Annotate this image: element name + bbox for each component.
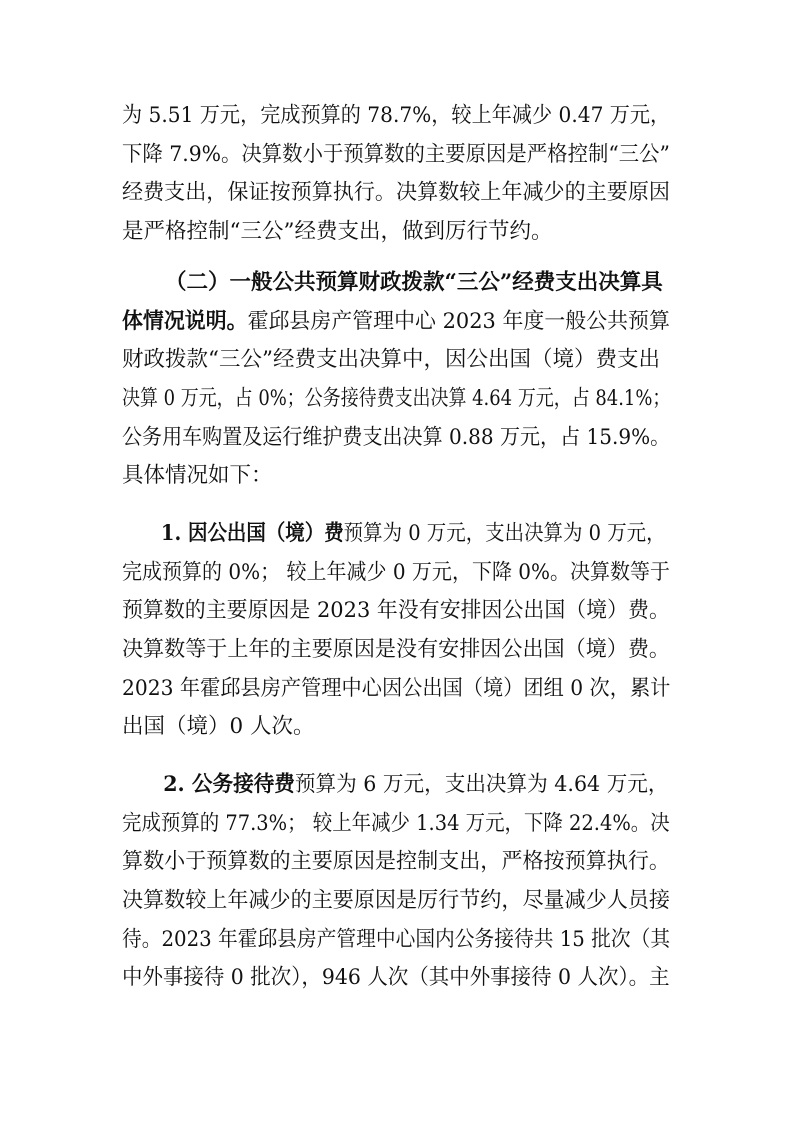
text-run: 经费支出，保证按预算执行。决算数较上年减少的主要原因	[122, 180, 671, 206]
text-line	[122, 457, 670, 496]
text-line	[122, 843, 671, 882]
text-run: 2023 年霍邱县房产管理中心因公出国（境）团组 0 次，累计	[122, 675, 671, 701]
text-run: 是严格控制“三公”经费支出，做到厉行节约。	[122, 219, 553, 245]
text-line	[122, 341, 670, 380]
text-line	[122, 882, 671, 921]
text-line	[122, 670, 671, 709]
text-run: 霍邱县房产管理中心 2023 年度一般公共预算	[247, 308, 670, 334]
text-line	[122, 213, 670, 252]
paragraph-3	[122, 515, 670, 747]
text-run: 决算数较上年减少的主要原因是厉行节约，尽量减少人员接	[122, 888, 671, 914]
text-line	[122, 97, 671, 136]
text-run: 决算 0 万元，占 0%；公务接待费支出决算 4.64 万元，占 84.1%；	[122, 386, 671, 412]
text-run: 预算为 6 万元，支出决算为 4.64 万元，	[294, 772, 669, 797]
paragraph-2	[122, 264, 670, 496]
section-heading-end: 体情况说明。	[122, 308, 248, 334]
paragraph-4	[122, 766, 670, 998]
text-line	[122, 554, 671, 593]
text-line	[122, 380, 671, 419]
item-heading: 1. 因公出国（境）费	[160, 521, 344, 546]
text-run: 完成预算的 77.3%； 较上年减少 1.34 万元，下降 22.4%。决	[122, 810, 670, 836]
text-run: 完成预算的 0%； 较上年减少 0 万元，下降 0%。决算数等于	[122, 559, 671, 585]
text-line	[122, 708, 670, 747]
text-run: 下降 7.9%。决算数小于预算数的主要原因是严格控制“三公”	[122, 141, 670, 167]
text-line	[122, 805, 670, 844]
text-run: 待。2023 年霍邱县房产管理中心国内公务接待共 15 批次（其	[122, 926, 671, 952]
text-run: 中外事接待 0 批次），946 人次（其中外事接待 0 人次）。主	[122, 965, 670, 991]
text-line	[122, 264, 670, 303]
text-run: 出国（境）0 人次。	[122, 714, 315, 740]
text-line	[122, 766, 669, 805]
text-line	[122, 959, 670, 998]
item-heading: 2. 公务接待费	[163, 772, 295, 797]
text-line	[122, 592, 670, 631]
text-run: 预算为 0 万元，支出决算为 0 万元，	[343, 521, 666, 546]
text-run: 具体情况如下：	[122, 463, 273, 489]
text-line	[122, 921, 671, 960]
paragraph-1	[122, 97, 670, 252]
text-line	[122, 303, 670, 342]
text-line	[122, 136, 670, 175]
text-run: 为 5.51 万元，完成预算的 78.7%，较上年减少 0.47 万元，	[122, 103, 671, 128]
text-line	[122, 515, 666, 554]
text-run: 算数小于预算数的主要原因是控制支出，严格按预算执行。	[122, 849, 671, 875]
text-run: 财政拨款“三公”经费支出决算中，因公出国（境）费支出	[122, 347, 660, 373]
section-heading: （二）一般公共预算财政拨款“三公”经费支出决算具	[165, 270, 663, 295]
text-run: 预算数的主要原因是 2023 年没有安排因公出国（境）费。	[122, 598, 670, 624]
text-run: 公务用车购置及运行维护费支出决算 0.88 万元，占 15.9%。	[122, 424, 671, 450]
text-run: 决算数等于上年的主要原因是没有安排因公出国（境）费。	[122, 637, 671, 663]
text-line	[122, 174, 671, 213]
text-line	[122, 419, 671, 458]
text-line	[122, 631, 671, 670]
